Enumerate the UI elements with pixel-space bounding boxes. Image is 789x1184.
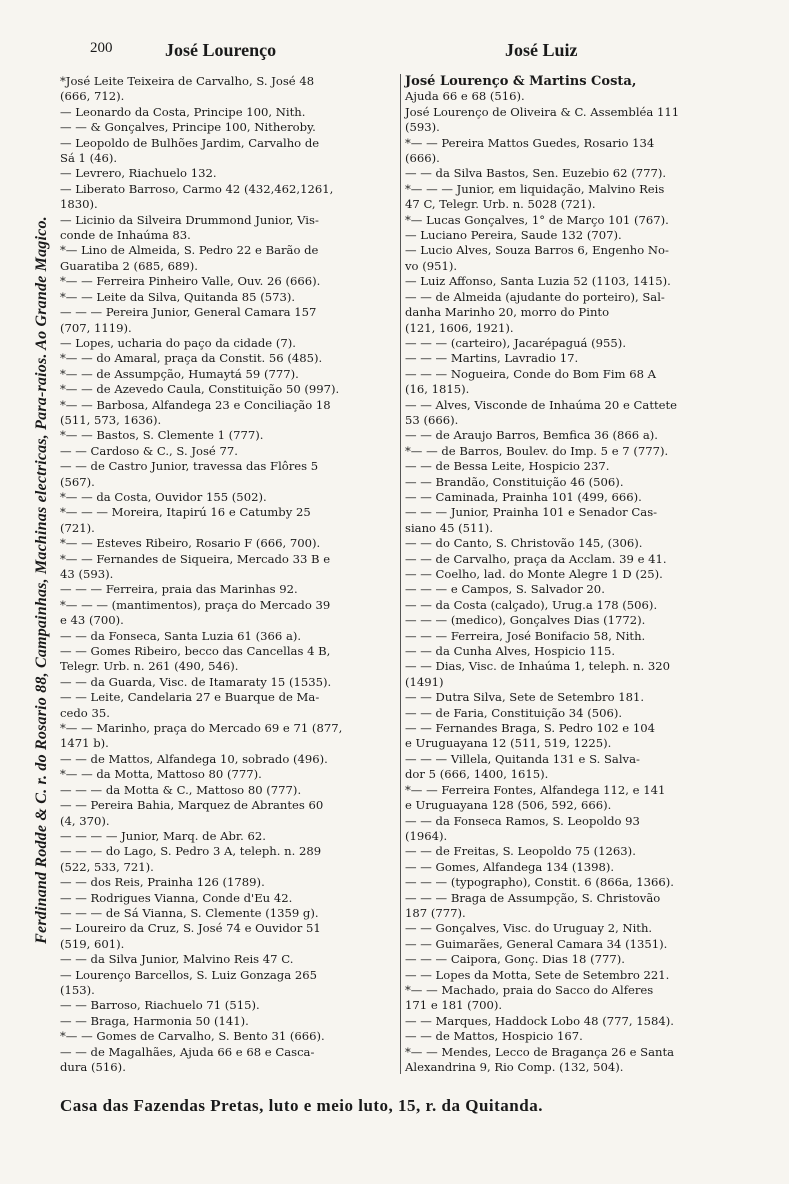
directory-entry-line: (707, 1119). bbox=[60, 320, 132, 335]
directory-entry-line: (721). bbox=[60, 520, 95, 535]
directory-entry-line: — — — Villela, Quitanda 131 e S. Salva- bbox=[405, 751, 640, 766]
directory-entry-line: *— — — Moreira, Itapirú 16 e Catumby 25 bbox=[60, 505, 311, 520]
directory-entry-line: — — da Guarda, Visc. de Itamaraty 15 (1535). bbox=[60, 674, 332, 689]
directory-entry-line: — — de Almeida (ajudante do porteiro), Sal- bbox=[405, 289, 665, 304]
directory-entry-line: 53 (666). bbox=[405, 412, 459, 427]
directory-entry-line: *— — da Motta, Mattoso 80 (777). bbox=[60, 767, 262, 782]
directory-entry-line: — — — Junior, Prainha 101 e Senador Cas- bbox=[405, 505, 658, 520]
directory-entry-line: — — — do Lago, S. Pedro 3 A, teleph. n. 289 bbox=[60, 844, 322, 859]
directory-entry-line: *— — Marinho, praça do Mercado 69 e 71 (877, bbox=[60, 721, 343, 736]
directory-entry-line: (593). bbox=[405, 120, 440, 135]
right-running-head: José Luiz bbox=[505, 40, 578, 60]
directory-entry-line: — — de Faria, Constituição 34 (506). bbox=[405, 705, 623, 720]
directory-entry-line: — — Gomes Ribeiro, becco das Cancellas 4 B, bbox=[60, 644, 331, 659]
directory-entry-line: — — Cardoso & C., S. José 77. bbox=[60, 443, 238, 458]
directory-entry-line: — — de Bessa Leite, Hospicio 237. bbox=[405, 459, 610, 474]
directory-entry-line: — — Coelho, lad. do Monte Alegre 1 D (25). bbox=[405, 567, 663, 581]
directory-entry-line: — Levrero, Riachuelo 132. bbox=[60, 166, 217, 181]
directory-entry-line: *— — Mendes, Lecco de Bragança 26 e Santa bbox=[405, 1044, 675, 1059]
directory-entry-line: vo (951). bbox=[405, 258, 458, 273]
directory-entry-line: — — — Braga de Assumpção, S. Christovão bbox=[405, 890, 661, 905]
directory-entry-line: *— — Bastos, S. Clemente 1 (777). bbox=[60, 428, 264, 443]
directory-entry-line: — — — Ferreira, José Bonifacio 58, Nith. bbox=[405, 628, 646, 643]
directory-entry-line: — — — — Junior, Marq. de Abr. 62. bbox=[60, 828, 266, 843]
directory-entry-line: — Lucio Alves, Souza Barros 6, Engenho No- bbox=[405, 243, 669, 258]
directory-entry-line: — — Lopes da Motta, Sete de Setembro 221. bbox=[405, 967, 670, 982]
directory-entry-line: *— Lino de Almeida, S. Pedro 22 e Barão de bbox=[60, 243, 319, 258]
directory-entry-line: *— — Ferreira Fontes, Alfandega 112, e 141 bbox=[405, 782, 666, 797]
directory-entry-line: (1964). bbox=[405, 828, 448, 843]
page-number: 200 bbox=[90, 40, 113, 56]
directory-entry-line: *José Leite Teixeira de Carvalho, S. José 48 bbox=[60, 74, 315, 88]
directory-entry-line: — — da Cunha Alves, Hospicio 115. bbox=[405, 644, 616, 659]
directory-entry-line: — — — (carteiro), Jacarépaguá (955). bbox=[405, 335, 627, 350]
directory-entry-line: — — Caminada, Prainha 101 (499, 666). bbox=[405, 489, 642, 504]
directory-entry-line: (153). bbox=[60, 982, 95, 997]
directory-entry-line: — Lopes, ucharia do paço da cidade (7). bbox=[60, 335, 296, 350]
directory-entry-line: *— — de Azevedo Caula, Constituição 50 (997). bbox=[60, 382, 340, 397]
directory-entry-line: e Uruguayana 12 (511, 519, 1225). bbox=[405, 736, 612, 751]
directory-entry-line: (511, 573, 1636). bbox=[60, 412, 162, 427]
directory-entry-line: — Licinio da Silveira Drummond Junior, Vis- bbox=[60, 212, 319, 227]
directory-entry-line: — — Pereira Bahia, Marquez de Abrantes 60 bbox=[60, 798, 324, 813]
directory-entry-line: *— — de Assumpção, Humaytá 59 (777). bbox=[60, 366, 299, 381]
directory-entry-line: — — & Gonçalves, Principe 100, Nitheroby. bbox=[60, 120, 316, 135]
directory-entry-line: e Uruguayana 128 (506, 592, 666). bbox=[405, 798, 612, 813]
directory-entry-line: — Leopoldo de Bulhões Jardim, Carvalho de bbox=[60, 135, 320, 150]
directory-entry-line: — — do Canto, S. Christovão 145, (306). bbox=[405, 536, 643, 551]
directory-entry-line: dor 5 (666, 1400, 1615). bbox=[405, 767, 549, 782]
directory-entry-line: 1830). bbox=[60, 197, 98, 212]
directory-entry-line: *— — Esteves Ribeiro, Rosario F (666, 700). bbox=[60, 536, 321, 551]
directory-entry-line: *— — — (mantimentos), praça do Mercado 39 bbox=[60, 597, 331, 612]
left-column bbox=[60, 74, 398, 1075]
directory-entry-line: — — Fernandes Braga, S. Pedro 102 e 104 bbox=[405, 721, 655, 736]
directory-entry-line: — — Dutra Silva, Sete de Setembro 181. bbox=[405, 690, 645, 705]
directory-entry-line: 171 e 181 (700). bbox=[405, 998, 503, 1013]
directory-entry-line: — — da Fonseca Ramos, S. Leopoldo 93 bbox=[405, 813, 640, 828]
directory-entry-line: (666, 712). bbox=[60, 89, 125, 104]
directory-entry-line: — — da Costa (calçado), Urug.a 178 (506). bbox=[405, 597, 658, 612]
sidebar-advertisement-text: Ferdinand Rodde & C. r. do Rosario 88, Campainhas, Machinas electricas, Para-raios. Ao Grande Magico. bbox=[33, 216, 50, 944]
directory-entry-line: Guaratiba 2 (685, 689). bbox=[60, 258, 198, 273]
directory-entry-line: — — Barroso, Riachuelo 71 (515). bbox=[60, 998, 260, 1013]
directory-entry-line: — — Guimarães, General Camara 34 (1351). bbox=[405, 936, 668, 951]
sidebar-advertisement bbox=[32, 50, 52, 1110]
directory-entry-line: José Lourenço de Oliveira & C. Assembléa 111 bbox=[405, 104, 680, 119]
directory-entry-line: *— — da Costa, Ouvidor 155 (502). bbox=[60, 489, 267, 504]
directory-entry-line: — Luiz Affonso, Santa Luzia 52 (1103, 1415). bbox=[405, 274, 671, 289]
directory-entry-line: *— — — Junior, em liquidação, Malvino Reis bbox=[405, 181, 665, 196]
directory-entry-line: *— — Pereira Mattos Guedes, Rosario 134 bbox=[405, 135, 655, 150]
directory-entry-line: cedo 35. bbox=[60, 705, 110, 720]
directory-entry-line: — — Braga, Harmonia 50 (141). bbox=[60, 1013, 249, 1028]
directory-entry-line: — — Leite, Candelaria 27 e Buarque de Ma- bbox=[60, 690, 320, 705]
directory-entry-line: — — — Pereira Junior, General Camara 157 bbox=[60, 305, 317, 320]
directory-entry-line: José Lourenço & Martins Costa, bbox=[405, 74, 637, 89]
directory-entry-line: — — — de Sá Vianna, S. Clemente (1359 g). bbox=[60, 905, 319, 920]
directory-entry-line: dura (516). bbox=[60, 1060, 126, 1074]
directory-entry-line: *— — Leite da Silva, Quitanda 85 (573). bbox=[60, 289, 296, 304]
left-running-head: José Lourenço bbox=[165, 40, 277, 60]
directory-entry-line: 1471 b). bbox=[60, 736, 109, 751]
directory-entry-line: *— — Gomes de Carvalho, S. Bento 31 (666). bbox=[60, 1029, 325, 1044]
directory-entry-line: (16, 1815). bbox=[405, 382, 470, 397]
directory-entry-line: *— — do Amaral, praça da Constit. 56 (485). bbox=[60, 351, 323, 366]
directory-entry-line: — — de Carvalho, praça da Acclam. 39 e 41. bbox=[405, 551, 667, 566]
directory-entry-line: — — — da Motta & C., Mattoso 80 (777). bbox=[60, 782, 302, 797]
directory-entry-line: — — Rodrigues Vianna, Conde d'Eu 42. bbox=[60, 890, 293, 905]
directory-entry-line: 47 C, Telegr. Urb. n. 5028 (721). bbox=[405, 197, 596, 212]
directory-entry-line: — — — (typographo), Constit. 6 (866a, 1366). bbox=[405, 875, 674, 890]
directory-entry-line: — — de Castro Junior, travessa das Flôres 5 bbox=[60, 459, 319, 474]
directory-entry-line: *— Lucas Gonçalves, 1° de Março 101 (767). bbox=[405, 212, 669, 227]
directory-entry-line: — — — (medico), Gonçalves Dias (1772). bbox=[405, 613, 646, 628]
footer-advertisement: Casa das Fazendas Pretas, luto e meio luto, 15, r. da Quitanda. bbox=[60, 1096, 543, 1115]
right-column bbox=[400, 74, 763, 1074]
directory-entry-line: (666). bbox=[405, 151, 440, 166]
directory-entry-line: 187 (777). bbox=[405, 905, 466, 920]
directory-entry-line: danha Marinho 20, morro do Pinto bbox=[405, 305, 610, 320]
directory-entry-line: — — de Araujo Barros, Bemfica 36 (866 a). bbox=[405, 428, 658, 443]
directory-entry-line: *— — de Barros, Boulev. do Imp. 5 e 7 (777). bbox=[405, 443, 669, 458]
directory-entry-line: e 43 (700). bbox=[60, 613, 124, 628]
directory-entry-line: — — — Martins, Lavradio 17. bbox=[405, 351, 579, 366]
directory-entry-line: Sá 1 (46). bbox=[60, 151, 118, 166]
directory-entry-line: — — da Fonseca, Santa Luzia 61 (366 a). bbox=[60, 628, 302, 643]
directory-entry-line: Ajuda 66 e 68 (516). bbox=[405, 89, 525, 104]
directory-entry-line: Telegr. Urb. n. 261 (490, 546). bbox=[60, 659, 239, 674]
directory-entry-line: *— — Machado, praia do Sacco do Alferes bbox=[405, 982, 654, 997]
directory-entry-line: — — de Mattos, Hospicio 167. bbox=[405, 1029, 583, 1044]
directory-entry-line: — — Alves, Visconde de Inhaúma 20 e Cattete bbox=[405, 397, 678, 412]
directory-entry-line: Alexandrina 9, Rio Comp. (132, 504). bbox=[405, 1060, 624, 1074]
directory-entry-line: — Lourenço Barcellos, S. Luiz Gonzaga 265 bbox=[60, 967, 317, 982]
directory-entry-line: (567). bbox=[60, 474, 95, 489]
directory-entry-line: (519, 601). bbox=[60, 936, 125, 951]
directory-entry-line: — — de Mattos, Alfandega 10, sobrado (496). bbox=[60, 751, 328, 766]
directory-entry-line: — Luciano Pereira, Saude 132 (707). bbox=[405, 228, 622, 243]
directory-entry-line: conde de Inhaúma 83. bbox=[60, 228, 191, 243]
directory-entry-line: (1491) bbox=[405, 674, 444, 689]
directory-entry-line: (4, 370). bbox=[60, 813, 110, 828]
directory-entry-line: *— — Fernandes de Siqueira, Mercado 33 B e bbox=[60, 551, 331, 566]
directory-entry-line: — — Brandão, Constituição 46 (506). bbox=[405, 474, 624, 489]
directory-entry-line: — — — Caipora, Gonç. Dias 18 (777). bbox=[405, 952, 625, 967]
directory-entry-line: — Liberato Barroso, Carmo 42 (432,462,1261, bbox=[60, 181, 334, 196]
directory-entry-line: — — Gonçalves, Visc. do Uruguay 2, Nith. bbox=[405, 921, 653, 936]
directory-entry-line: siano 45 (511). bbox=[405, 520, 494, 535]
directory-entry-line: — — Dias, Visc. de Inhaúma 1, teleph. n. 320 bbox=[405, 659, 670, 674]
directory-entry-line: (121, 1606, 1921). bbox=[405, 320, 514, 335]
directory-entry-line: — — de Magalhães, Ajuda 66 e 68 e Casca- bbox=[60, 1044, 315, 1059]
directory-entry-line: (522, 533, 721). bbox=[60, 859, 154, 874]
directory-entry-line: — — — e Campos, S. Salvador 20. bbox=[405, 582, 605, 597]
directory-entry-line: — — Marques, Haddock Lobo 48 (777, 1584). bbox=[405, 1013, 674, 1028]
directory-entry-line: *— — Ferreira Pinheiro Valle, Ouv. 26 (666). bbox=[60, 274, 321, 289]
directory-entry-line: — — da Silva Bastos, Sen. Euzebio 62 (777). bbox=[405, 166, 667, 181]
directory-entry-line: — — dos Reis, Prainha 126 (1789). bbox=[60, 875, 265, 890]
directory-entry-line: 43 (593). bbox=[60, 567, 114, 581]
directory-entry-line: — Leonardo da Costa, Principe 100, Nith. bbox=[60, 104, 306, 119]
directory-entry-line: *— — Barbosa, Alfandega 23 e Conciliação 18 bbox=[60, 397, 331, 412]
directory-entry-line: — — Gomes, Alfandega 134 (1398). bbox=[405, 859, 615, 874]
directory-entry-line: — — de Freitas, S. Leopoldo 75 (1263). bbox=[405, 844, 636, 859]
directory-entry-line: — — da Silva Junior, Malvino Reis 47 C. bbox=[60, 952, 294, 967]
directory-entry-line: — Loureiro da Cruz, S. José 74 e Ouvidor 51 bbox=[60, 921, 321, 936]
directory-entry-line: — — — Nogueira, Conde do Bom Fim 68 A bbox=[405, 366, 657, 381]
directory-entry-line: — — — Ferreira, praia das Marinhas 92. bbox=[60, 582, 298, 597]
